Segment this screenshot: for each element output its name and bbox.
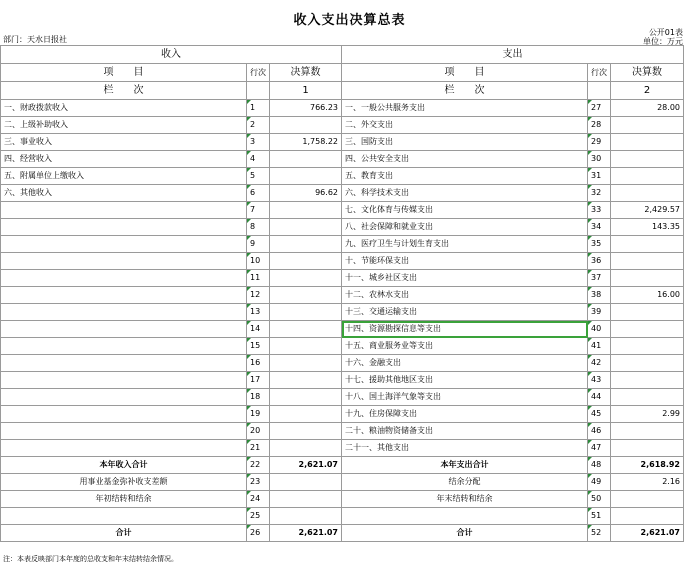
income-amount-cell[interactable] bbox=[270, 117, 342, 134]
income-header[interactable]: 收入 bbox=[1, 46, 342, 64]
expense-item-cell[interactable]: 十八、国土海洋气象等支出 bbox=[342, 389, 588, 406]
expense-amount-header[interactable]: 决算数 bbox=[611, 64, 684, 82]
table-row bbox=[1, 372, 684, 389]
income-amount-cell[interactable] bbox=[270, 168, 342, 185]
expense-item-cell[interactable]: 一、一般公共服务支出 bbox=[342, 100, 588, 117]
expense-line-cell[interactable]: 34 bbox=[588, 219, 611, 236]
header-row-section bbox=[1, 46, 684, 64]
expense-amount-cell[interactable] bbox=[611, 185, 684, 202]
income-total-line-cell[interactable]: 25 bbox=[247, 508, 270, 525]
expense-total-amount-cell[interactable]: 2,621.07 bbox=[611, 525, 684, 542]
income-amount-cell[interactable] bbox=[270, 202, 342, 219]
income-amount-cell[interactable] bbox=[270, 270, 342, 287]
expense-item-cell[interactable]: 九、医疗卫生与计划生育支出 bbox=[342, 236, 588, 253]
header-row-index bbox=[1, 82, 684, 100]
expense-item-cell[interactable]: 十六、金融支出 bbox=[342, 355, 588, 372]
income-amount-cell[interactable] bbox=[270, 151, 342, 168]
income-item-cell[interactable]: 三、事业收入 bbox=[1, 134, 247, 151]
income-amount-header[interactable]: 决算数 bbox=[270, 64, 342, 82]
income-item-cell[interactable] bbox=[1, 219, 247, 236]
income-total-item-cell[interactable]: 年初结转和结余 bbox=[1, 491, 247, 508]
income-total-amount-cell[interactable]: 2,621.07 bbox=[270, 525, 342, 542]
income-line-cell[interactable]: 12 bbox=[247, 287, 270, 304]
expense-line-cell[interactable]: 43 bbox=[588, 372, 611, 389]
expense-column-blank[interactable] bbox=[588, 82, 611, 100]
income-amount-cell[interactable] bbox=[270, 253, 342, 270]
income-item-cell[interactable] bbox=[1, 304, 247, 321]
income-total-amount-cell[interactable] bbox=[270, 508, 342, 525]
table-row bbox=[1, 304, 684, 321]
table-row bbox=[1, 321, 684, 338]
expense-item-cell[interactable]: 十一、城乡社区支出 bbox=[342, 270, 588, 287]
footnote: 注：本表反映部门本年度的总收支和年末结转结余情况。 bbox=[3, 555, 178, 563]
expense-item-cell[interactable]: 十七、援助其他地区支出 bbox=[342, 372, 588, 389]
income-line-cell[interactable]: 4 bbox=[247, 151, 270, 168]
expense-total-line-cell[interactable]: 49 bbox=[588, 474, 611, 491]
income-total-line-cell[interactable]: 23 bbox=[247, 474, 270, 491]
table-row bbox=[1, 117, 684, 134]
expense-item-cell[interactable]: 五、教育支出 bbox=[342, 168, 588, 185]
income-column-label[interactable]: 栏 次 bbox=[1, 82, 247, 100]
expense-total-item-cell[interactable]: 年末结转和结余 bbox=[342, 491, 588, 508]
total-row bbox=[1, 525, 684, 542]
expense-line-cell[interactable]: 45 bbox=[588, 406, 611, 423]
expense-line-cell[interactable]: 35 bbox=[588, 236, 611, 253]
income-line-cell[interactable]: 6 bbox=[247, 185, 270, 202]
expense-header[interactable]: 支出 bbox=[342, 46, 684, 64]
expense-item-cell[interactable]: 二十、粮油物资储备支出 bbox=[342, 423, 588, 440]
expense-total-item-cell[interactable]: 本年支出合计 bbox=[342, 457, 588, 474]
expense-line-cell[interactable]: 41 bbox=[588, 338, 611, 355]
expense-total-line-cell[interactable]: 50 bbox=[588, 491, 611, 508]
expense-item-cell[interactable]: 八、社会保障和就业支出 bbox=[342, 219, 588, 236]
income-item-cell[interactable]: 五、附属单位上缴收入 bbox=[1, 168, 247, 185]
income-amount-cell[interactable]: 766.23 bbox=[270, 100, 342, 117]
expense-line-cell[interactable]: 36 bbox=[588, 253, 611, 270]
table-row bbox=[1, 236, 684, 253]
expense-amount-cell[interactable] bbox=[611, 355, 684, 372]
report-title: 收入支出决算总表 bbox=[293, 13, 406, 28]
expense-line-cell[interactable]: 27 bbox=[588, 100, 611, 117]
expense-line-cell[interactable]: 28 bbox=[588, 117, 611, 134]
income-amount-cell[interactable] bbox=[270, 355, 342, 372]
form-number: 公开01表 bbox=[648, 28, 683, 37]
income-column-blank[interactable] bbox=[247, 82, 270, 100]
income-item-header[interactable]: 项 目 bbox=[1, 64, 247, 82]
expense-amount-cell[interactable] bbox=[611, 338, 684, 355]
expense-amount-cell[interactable]: 28.00 bbox=[611, 100, 684, 117]
expense-amount-cell[interactable] bbox=[611, 270, 684, 287]
income-amount-cell[interactable] bbox=[270, 440, 342, 457]
expense-line-cell[interactable]: 37 bbox=[588, 270, 611, 287]
summary-table bbox=[0, 45, 684, 542]
income-line-cell[interactable]: 8 bbox=[247, 219, 270, 236]
expense-line-cell[interactable]: 44 bbox=[588, 389, 611, 406]
expense-column-label[interactable]: 栏 次 bbox=[342, 82, 588, 100]
income-total-item-cell[interactable]: 用事业基金弥补收支差额 bbox=[1, 474, 247, 491]
expense-total-line-cell[interactable]: 51 bbox=[588, 508, 611, 525]
income-amount-cell[interactable] bbox=[270, 406, 342, 423]
income-line-header[interactable]: 行次 bbox=[247, 64, 270, 82]
expense-item-cell[interactable]: 十二、农林水支出 bbox=[342, 287, 588, 304]
expense-line-cell[interactable]: 32 bbox=[588, 185, 611, 202]
table-row bbox=[1, 134, 684, 151]
income-line-cell[interactable]: 5 bbox=[247, 168, 270, 185]
header-row-columns bbox=[1, 64, 684, 82]
income-line-cell[interactable]: 2 bbox=[247, 117, 270, 134]
income-amount-cell[interactable] bbox=[270, 287, 342, 304]
income-line-cell[interactable]: 1 bbox=[247, 100, 270, 117]
expense-total-item-cell[interactable] bbox=[342, 508, 588, 525]
expense-amount-cell[interactable] bbox=[611, 321, 684, 338]
income-line-cell[interactable]: 17 bbox=[247, 372, 270, 389]
expense-amount-cell[interactable]: 143.35 bbox=[611, 219, 684, 236]
expense-amount-cell[interactable]: 2.99 bbox=[611, 406, 684, 423]
department-label: 部门：天水日报社 bbox=[3, 35, 67, 44]
income-item-cell[interactable] bbox=[1, 389, 247, 406]
income-total-line-cell[interactable]: 24 bbox=[247, 491, 270, 508]
expense-item-cell[interactable]: 十、节能环保支出 bbox=[342, 253, 588, 270]
expense-item-cell[interactable]: 十三、交通运输支出 bbox=[342, 304, 588, 321]
income-item-cell[interactable] bbox=[1, 236, 247, 253]
expense-item-header[interactable]: 项 目 bbox=[342, 64, 588, 82]
income-amount-cell[interactable]: 1,758.22 bbox=[270, 134, 342, 151]
expense-line-cell[interactable]: 33 bbox=[588, 202, 611, 219]
table-row bbox=[1, 253, 684, 270]
expense-total-amount-cell[interactable] bbox=[611, 491, 684, 508]
expense-item-cell[interactable]: 七、文化体育与传媒支出 bbox=[342, 202, 588, 219]
expense-total-item-cell[interactable]: 结余分配 bbox=[342, 474, 588, 491]
expense-line-cell[interactable]: 29 bbox=[588, 134, 611, 151]
table-row bbox=[1, 219, 684, 236]
table-row bbox=[1, 287, 684, 304]
income-amount-cell[interactable]: 96.62 bbox=[270, 185, 342, 202]
income-item-cell[interactable] bbox=[1, 372, 247, 389]
income-item-cell[interactable] bbox=[1, 270, 247, 287]
table-row bbox=[1, 202, 684, 219]
expense-line-cell[interactable]: 38 bbox=[588, 287, 611, 304]
expense-total-line-cell[interactable]: 52 bbox=[588, 525, 611, 542]
expense-amount-cell[interactable] bbox=[611, 117, 684, 134]
expense-item-cell[interactable]: 六、科学技术支出 bbox=[342, 185, 588, 202]
income-line-cell[interactable]: 14 bbox=[247, 321, 270, 338]
expense-amount-cell[interactable] bbox=[611, 151, 684, 168]
income-amount-cell[interactable] bbox=[270, 338, 342, 355]
income-item-cell[interactable] bbox=[1, 253, 247, 270]
total-row bbox=[1, 457, 684, 474]
expense-amount-cell[interactable] bbox=[611, 304, 684, 321]
table-row bbox=[1, 151, 684, 168]
unit-label: 单位：万元 bbox=[643, 37, 683, 46]
expense-item-cell[interactable]: 十五、商业服务业等支出 bbox=[342, 338, 588, 355]
income-line-cell[interactable]: 15 bbox=[247, 338, 270, 355]
income-total-amount-cell[interactable] bbox=[270, 474, 342, 491]
expense-amount-cell[interactable] bbox=[611, 236, 684, 253]
income-total-item-cell[interactable]: 本年收入合计 bbox=[1, 457, 247, 474]
expense-total-amount-cell[interactable]: 2,618.92 bbox=[611, 457, 684, 474]
income-line-cell[interactable]: 19 bbox=[247, 406, 270, 423]
income-amount-cell[interactable] bbox=[270, 372, 342, 389]
expense-column-index[interactable]: 2 bbox=[611, 82, 684, 100]
income-item-cell[interactable] bbox=[1, 423, 247, 440]
expense-line-cell[interactable]: 46 bbox=[588, 423, 611, 440]
expense-item-cell[interactable]: 三、国防支出 bbox=[342, 134, 588, 151]
income-item-cell[interactable] bbox=[1, 321, 247, 338]
expense-line-header[interactable]: 行次 bbox=[588, 64, 611, 82]
expense-line-cell[interactable]: 30 bbox=[588, 151, 611, 168]
total-row bbox=[1, 474, 684, 491]
expense-total-amount-cell[interactable]: 2.16 bbox=[611, 474, 684, 491]
income-line-cell[interactable]: 21 bbox=[247, 440, 270, 457]
expense-amount-cell[interactable] bbox=[611, 253, 684, 270]
expense-line-cell[interactable]: 40 bbox=[588, 321, 611, 338]
expense-item-cell[interactable]: 十九、住房保障支出 bbox=[342, 406, 588, 423]
expense-amount-cell[interactable] bbox=[611, 168, 684, 185]
income-total-item-cell[interactable] bbox=[1, 508, 247, 525]
expense-total-line-cell[interactable]: 48 bbox=[588, 457, 611, 474]
income-item-cell[interactable] bbox=[1, 287, 247, 304]
total-row bbox=[1, 491, 684, 508]
expense-line-cell[interactable]: 47 bbox=[588, 440, 611, 457]
income-item-cell[interactable] bbox=[1, 406, 247, 423]
expense-line-cell[interactable]: 39 bbox=[588, 304, 611, 321]
income-line-cell[interactable]: 3 bbox=[247, 134, 270, 151]
table-row bbox=[1, 389, 684, 406]
income-line-cell[interactable]: 18 bbox=[247, 389, 270, 406]
income-amount-cell[interactable] bbox=[270, 236, 342, 253]
income-item-cell[interactable]: 四、经营收入 bbox=[1, 151, 247, 168]
income-amount-cell[interactable] bbox=[270, 219, 342, 236]
income-amount-cell[interactable] bbox=[270, 321, 342, 338]
table-row bbox=[1, 100, 684, 117]
income-item-cell[interactable] bbox=[1, 355, 247, 372]
expense-item-cell[interactable]: 二、外交支出 bbox=[342, 117, 588, 134]
income-total-amount-cell[interactable] bbox=[270, 491, 342, 508]
table-row bbox=[1, 440, 684, 457]
expense-item-cell[interactable]: 二十一、其他支出 bbox=[342, 440, 588, 457]
table-row bbox=[1, 355, 684, 372]
expense-amount-cell[interactable] bbox=[611, 389, 684, 406]
income-line-cell[interactable]: 7 bbox=[247, 202, 270, 219]
table-row bbox=[1, 185, 684, 202]
expense-amount-cell[interactable] bbox=[611, 440, 684, 457]
income-total-amount-cell[interactable]: 2,621.07 bbox=[270, 457, 342, 474]
income-line-cell[interactable]: 11 bbox=[247, 270, 270, 287]
income-total-line-cell[interactable]: 22 bbox=[247, 457, 270, 474]
income-column-index[interactable]: 1 bbox=[270, 82, 342, 100]
table-row bbox=[1, 168, 684, 185]
expense-total-item-cell[interactable]: 合计 bbox=[342, 525, 588, 542]
income-item-cell[interactable] bbox=[1, 202, 247, 219]
expense-amount-cell[interactable]: 2,429.57 bbox=[611, 202, 684, 219]
expense-line-cell[interactable]: 31 bbox=[588, 168, 611, 185]
income-item-cell[interactable] bbox=[1, 338, 247, 355]
expense-amount-cell[interactable]: 16.00 bbox=[611, 287, 684, 304]
income-amount-cell[interactable] bbox=[270, 389, 342, 406]
table-row bbox=[1, 338, 684, 355]
expense-amount-cell[interactable] bbox=[611, 134, 684, 151]
expense-amount-cell[interactable] bbox=[611, 372, 684, 389]
income-item-cell[interactable] bbox=[1, 440, 247, 457]
income-line-cell[interactable]: 20 bbox=[247, 423, 270, 440]
expense-amount-cell[interactable] bbox=[611, 423, 684, 440]
income-item-cell[interactable]: 一、财政拨款收入 bbox=[1, 100, 247, 117]
income-amount-cell[interactable] bbox=[270, 304, 342, 321]
income-item-cell[interactable]: 二、上级补助收入 bbox=[1, 117, 247, 134]
expense-total-amount-cell[interactable] bbox=[611, 508, 684, 525]
table-row bbox=[1, 406, 684, 423]
expense-line-cell[interactable]: 42 bbox=[588, 355, 611, 372]
income-line-cell[interactable]: 10 bbox=[247, 253, 270, 270]
total-row bbox=[1, 508, 684, 525]
income-amount-cell[interactable] bbox=[270, 423, 342, 440]
income-item-cell[interactable]: 六、其他收入 bbox=[1, 185, 247, 202]
expense-item-cell[interactable]: 四、公共安全支出 bbox=[342, 151, 588, 168]
income-line-cell[interactable]: 9 bbox=[247, 236, 270, 253]
expense-item-cell[interactable]: 十四、资源勘探信息等支出 bbox=[342, 321, 588, 338]
income-total-item-cell[interactable]: 合计 bbox=[1, 525, 247, 542]
income-total-line-cell[interactable]: 26 bbox=[247, 525, 270, 542]
income-line-cell[interactable]: 16 bbox=[247, 355, 270, 372]
table-row bbox=[1, 423, 684, 440]
table-row bbox=[1, 270, 684, 287]
income-line-cell[interactable]: 13 bbox=[247, 304, 270, 321]
